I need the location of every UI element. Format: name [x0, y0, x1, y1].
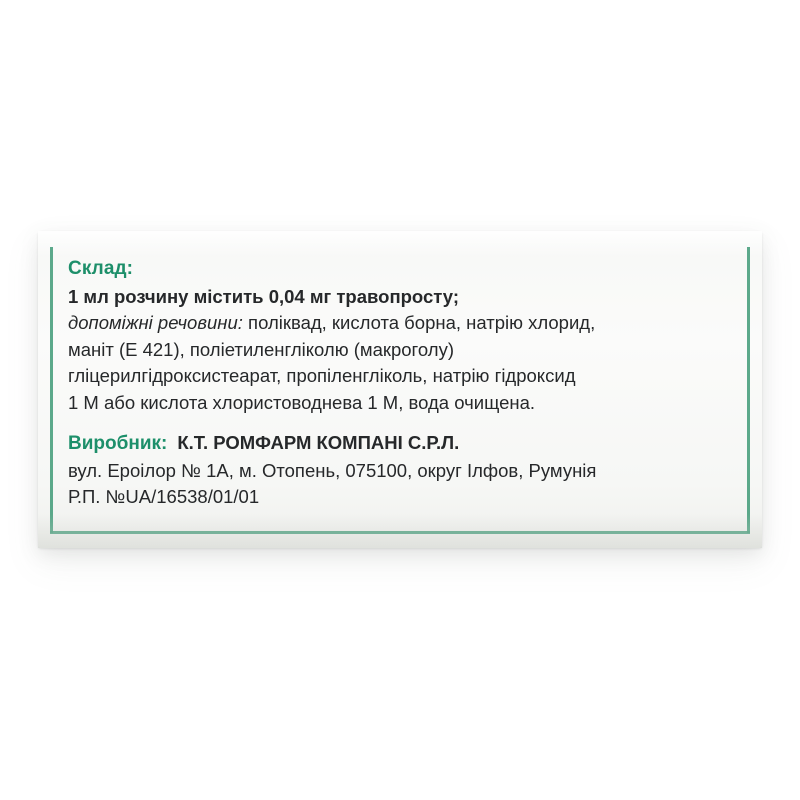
excipients-label: допоміжні речовини: [68, 312, 243, 334]
excipients-first-line-rest: поліквад, кислота борна, натрію хлорид, [242, 312, 596, 334]
green-rule-left [50, 247, 53, 533]
manufacturer-address: вул. Ероілор № 1А, м. Отопень, 075100, округ Ілфов, Румунія [68, 460, 597, 482]
manufacturer-heading-row [68, 432, 728, 455]
composition-excipients-line-3: гліцерилгідроксистеарат, пропіленгліколь, натрію гідроксид [68, 365, 576, 387]
carton-text-panel [68, 257, 728, 522]
medicine-carton-box [38, 231, 762, 548]
manufacturer-block [68, 432, 728, 511]
composition-excipients-line-2: маніт (Е 421), поліетиленгліколю (макроголу) [68, 338, 454, 360]
manufacturer-name: К.Т. РОМФАРМ КОМПАНІ С.Р.Л. [177, 432, 460, 454]
composition-active-substance: 1 мл розчину містить 0,04 мг травопросту; [68, 285, 459, 307]
composition-heading: Склад: [68, 258, 134, 279]
composition-excipients-line-4: 1 М або кислота хлористоводнева 1 М, вода очищена. [68, 391, 536, 413]
block-divider [68, 418, 728, 432]
green-rule-right [747, 247, 750, 533]
composition-excipients-first-line [68, 310, 728, 336]
green-rule-bottom [50, 531, 750, 534]
registration-number: Р.П. №UA/16538/01/01 [68, 486, 260, 508]
composition-block [68, 257, 728, 416]
manufacturer-heading: Виробник: [68, 433, 168, 455]
